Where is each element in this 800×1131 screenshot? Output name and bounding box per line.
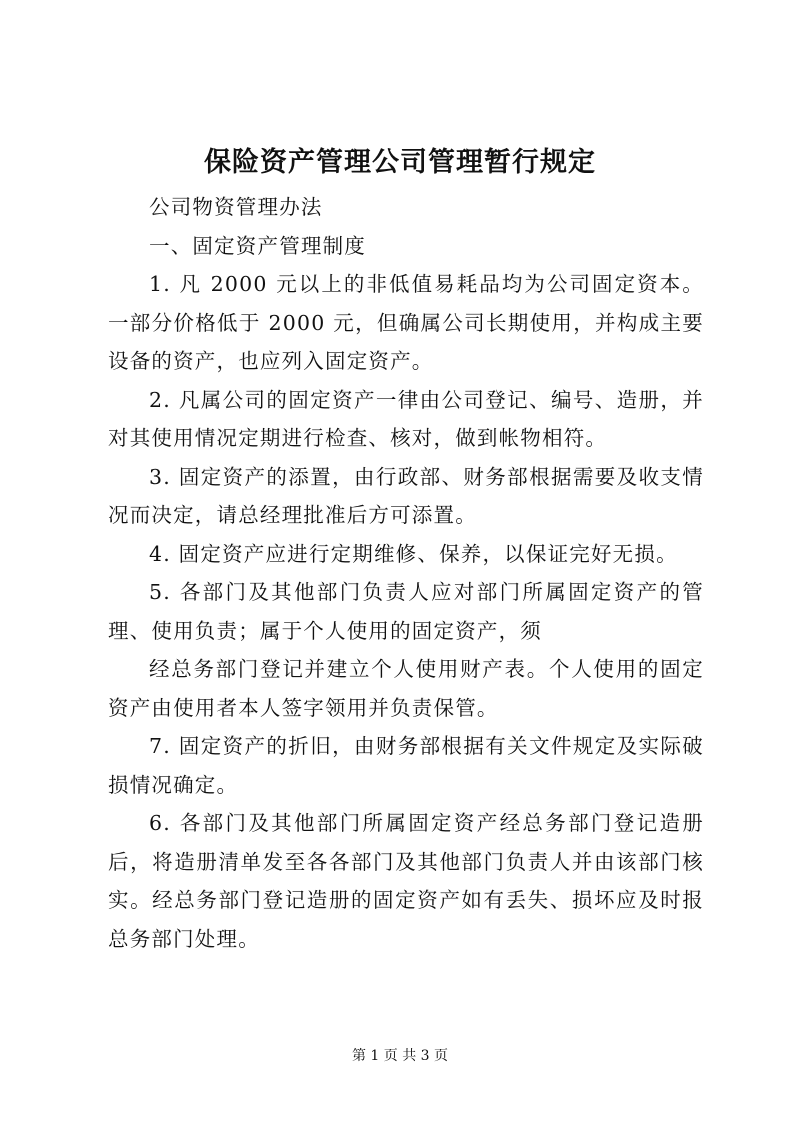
paragraph-section-title: 一、固定资产管理制度 <box>149 233 366 258</box>
document-title: 保险资产管理公司管理暂行规定 <box>204 147 596 178</box>
paragraph-item-2: 2. 凡属公司的固定资产一律由公司登记、编号、造册，并对其使用情况定期进行检查、核对，做到帐物相符。 <box>108 387 704 450</box>
paragraph-item-3: 3. 固定资产的添置，由行政部、财务部根据需要及收支情况而决定，请总经理批准后方可添置。 <box>108 464 704 527</box>
paragraph-item-6: 6. 各部门及其他部门所属固定资产经总务部门登记造册后，将造册清单发至各各部门及其他部门负责人并由该部门核实。经总务部门登记造册的固定资产如有丢失、损坏应及时报总务部门处理。 <box>108 811 704 951</box>
paragraph-item-1: 1. 凡 2000 元以上的非低值易耗品均为公司固定资本。一部分价格低于 2000 元，但确属公司长期使用，并构成主要设备的资产，也应列入固定资产。 <box>108 272 704 373</box>
paragraph-item-7: 7. 固定资产的折旧，由财务部根据有关文件规定及实际破损情况确定。 <box>108 734 704 797</box>
paragraph-item-5: 5. 各部门及其他部门负责人应对部门所属固定资产的管理、使用负责；属于个人使用的固定资产，须 <box>108 580 704 643</box>
paragraph-item-5-continued: 经总务部门登记并建立个人使用财产表。个人使用的固定资产由使用者本人签字领用并负责保管。 <box>108 657 704 720</box>
paragraph-heading: 公司物资管理办法 <box>149 195 323 219</box>
paragraph-item-4: 4. 固定资产应进行定期维修、保养，以保证完好无损。 <box>149 541 678 566</box>
document-body <box>108 188 704 958</box>
page-number-footer: 第 1 页 共 3 页 <box>351 1048 449 1064</box>
